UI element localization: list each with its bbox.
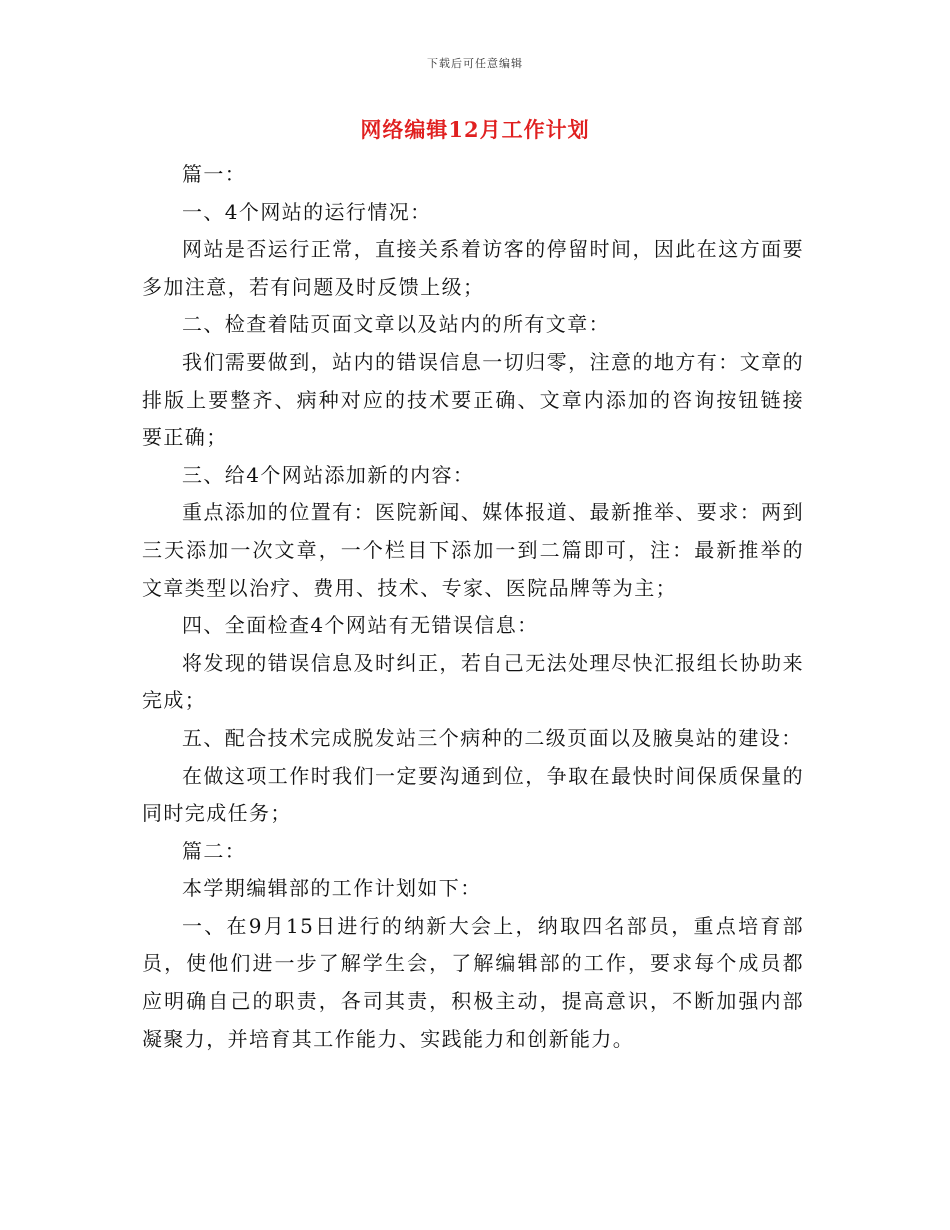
paragraph: 网站是否运行正常，直接关系着访客的停留时间，因此在这方面要多加注意，若有问题及时反馈上级； <box>142 237 804 299</box>
header-note: 下载后可任意编辑 <box>427 57 523 70</box>
paragraph: 四、全面检查4个网站有无错误信息： <box>182 613 539 638</box>
paragraph: 本学期编辑部的工作计划如下： <box>182 876 482 901</box>
paragraph: 五、配合技术完成脱发站三个病种的二级页面以及腋臭站的建设： <box>182 725 803 750</box>
paragraph: 三、给4个网站添加新的内容： <box>182 462 475 487</box>
paragraph: 一、4个网站的运行情况： <box>182 199 432 224</box>
document-title: 网络编辑12月工作计划 <box>360 117 590 142</box>
paragraph: 重点添加的位置有：医院新闻、媒体报道、最新推举、要求：两到三天添加一次文章，一个栏目下添加一到二篇即可，注：最新推举的文章类型以治疗、费用、技术、专家、医院品牌等为主； <box>142 500 804 600</box>
paragraph: 二、检查着陆页面文章以及站内的所有文章： <box>182 312 610 337</box>
paragraph: 一、在9月15日进行的纳新大会上，纳取四名部员，重点培育部员，使他们进一步了解学生会，了解编辑部的工作，要求每个成员都应明确自己的职责，各司其责，积极主动，提高意识，不断加强内部凝聚力，并培育其工作能力、实践能力和创新能力。 <box>142 913 804 1051</box>
paragraph: 在做这项工作时我们一定要沟通到位，争取在最快时间保质保量的同时完成任务； <box>142 763 804 826</box>
paragraph: 篇一： <box>182 162 247 186</box>
paragraph: 我们需要做到，站内的错误信息一切归零，注意的地方有：文章的排版上要整齐、病种对应的技术要正确、文章内添加的咨询按钮链接要正确； <box>142 349 804 450</box>
paragraph: 篇二： <box>182 838 247 863</box>
paragraph: 将发现的错误信息及时纠正，若自己无法处理尽快汇报组长协助来完成； <box>142 650 804 713</box>
document-body <box>142 156 804 1058</box>
